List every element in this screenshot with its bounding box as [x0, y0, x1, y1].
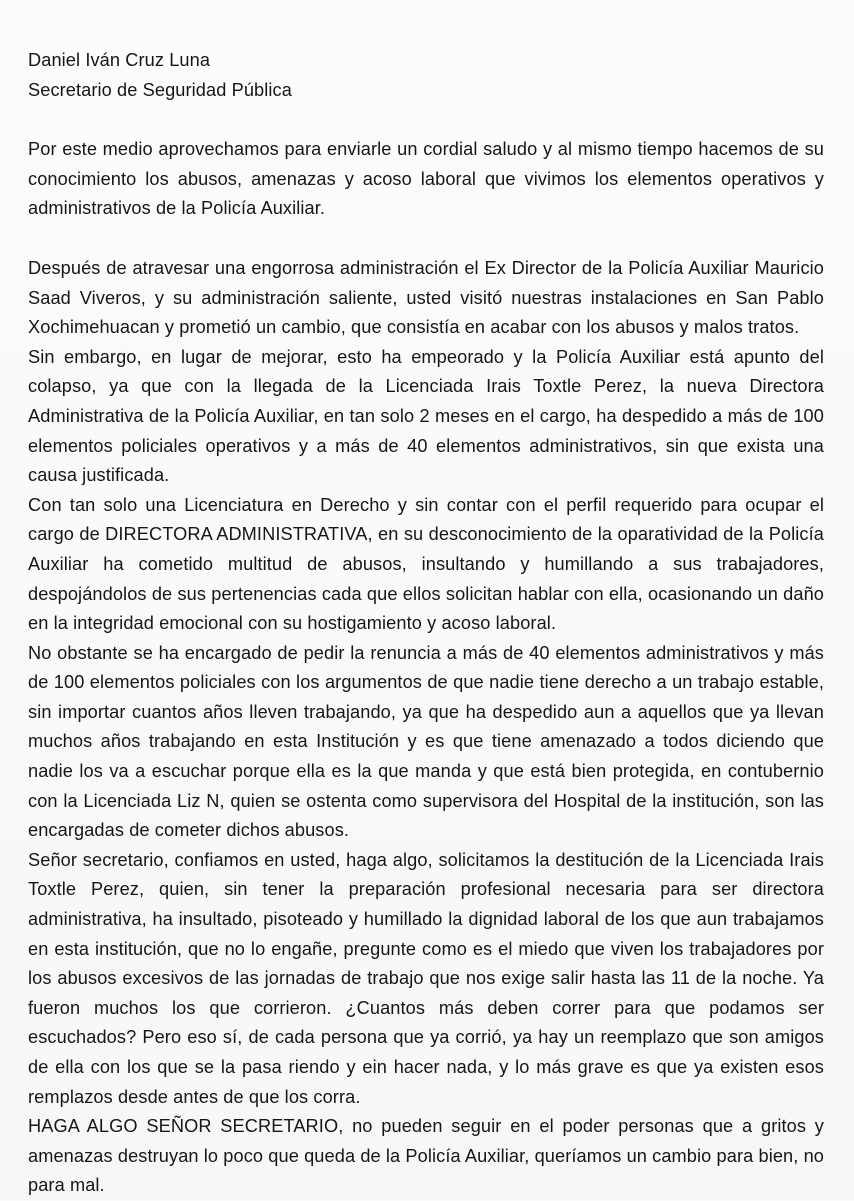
- paragraph-request: Señor secretario, confiamos en usted, haga algo, solicitamos la destitución de la Licenciada Irais Toxtle Perez, quien, sin tener la preparación profesional necesaria para ser directora administrativa, ha insultado, pisoteado y humillado la dignidad laboral de los que aun trabajamos en esta institución, que no lo engañe, pregunte como es el miedo que viven los trabajadores por los abusos excesivos de las jornadas de trabajo que nos exige salir hasta las 11 de la noche. Ya fueron muchos los que corrieron. ¿Cuantos más deben correr para que podamos ser escuchados? Pero eso sí, de cada persona que ya corrió, ya hay un reemplazo que son amigos de ella con los que se la pasa riendo y ein hacer nada, y lo más grave es que ya existen esos remplazos desde antes de que los corra.: [28, 849, 824, 1107]
- paragraph-background: Después de atravesar una engorrosa administración el Ex Director de la Policía Auxiliar Mauricio Saad Viveros, y su administración saliente, usted visitó nuestras instalaciones en San Pablo Xochimehuacan y prometió un cambio, que consistía en acabar con los abusos y malos tratos.: [28, 257, 824, 338]
- recipient-title: Secretario de Seguridad Pública: [28, 79, 292, 100]
- recipient-name: Daniel Iván Cruz Luna: [28, 50, 211, 70]
- paragraph-complaint: Sin embargo, en lugar de mejorar, esto ha empeorado y la Policía Auxiliar está apunto del colapso, ya que con la llegada de la Licenciada Irais Toxtle Perez, la nueva Directora Administrativa de la Policía Auxiliar, en tan solo 2 meses en el cargo, ha despedido a más de 100 elementos policiales operativos y a más de 40 elementos administrativos, sin que exista una causa justificada.: [28, 346, 824, 486]
- paragraph-greeting: Por este medio aprovechamos para enviarle un cordial saludo y al mismo tiempo hacemos de su conocimiento los abusos, amenazas y acoso laboral que vivimos los elementos operativos y administrativos de la Policía Auxiliar.: [28, 139, 824, 219]
- letter-body: [28, 46, 824, 1201]
- paragraph-dismissals: No obstante se ha encargado de pedir la renuncia a más de 40 elementos administrativos y más de 100 elementos policiales con los argumentos de que nadie tiene derecho a un trabajo estable, sin importar cuantos años lleven trabajando, ya que ha despedido aun a aquellos que ya llevan muchos años trabajando en esta Institución y es que tiene amenazado a todos diciendo que nadie los va a escuchar porque ella es la que manda y que está bien protegida, en contubernio con la Licenciada Liz N, quien se ostenta como supervisora del Hospital de la institución, son las encargadas de cometer dichos abusos.: [28, 642, 824, 841]
- paragraph-closing: HAGA ALGO SEÑOR SECRETARIO, no pueden seguir en el poder personas que a gritos y amenazas destruyan lo poco que queda de la Policía Auxiliar, queríamos un cambio para bien, no para mal.: [28, 1116, 825, 1196]
- recipient-block: [28, 46, 824, 105]
- paragraph-qualifications: Con tan solo una Licenciatura en Derecho y sin contar con el perfil requerido para ocupar el cargo de DIRECTORA ADMINISTRATIVA, en su desconocimiento de la oparatividad de la Policía Auxiliar ha cometido multitud de abusos, insultando y humillando a sus trabajadores, despojándolos de sus pertenencias cada que ellos solicitan hablar con ella, ocasionando un daño en la integridad emocional con su hostigamiento y acoso laboral.: [28, 494, 824, 634]
